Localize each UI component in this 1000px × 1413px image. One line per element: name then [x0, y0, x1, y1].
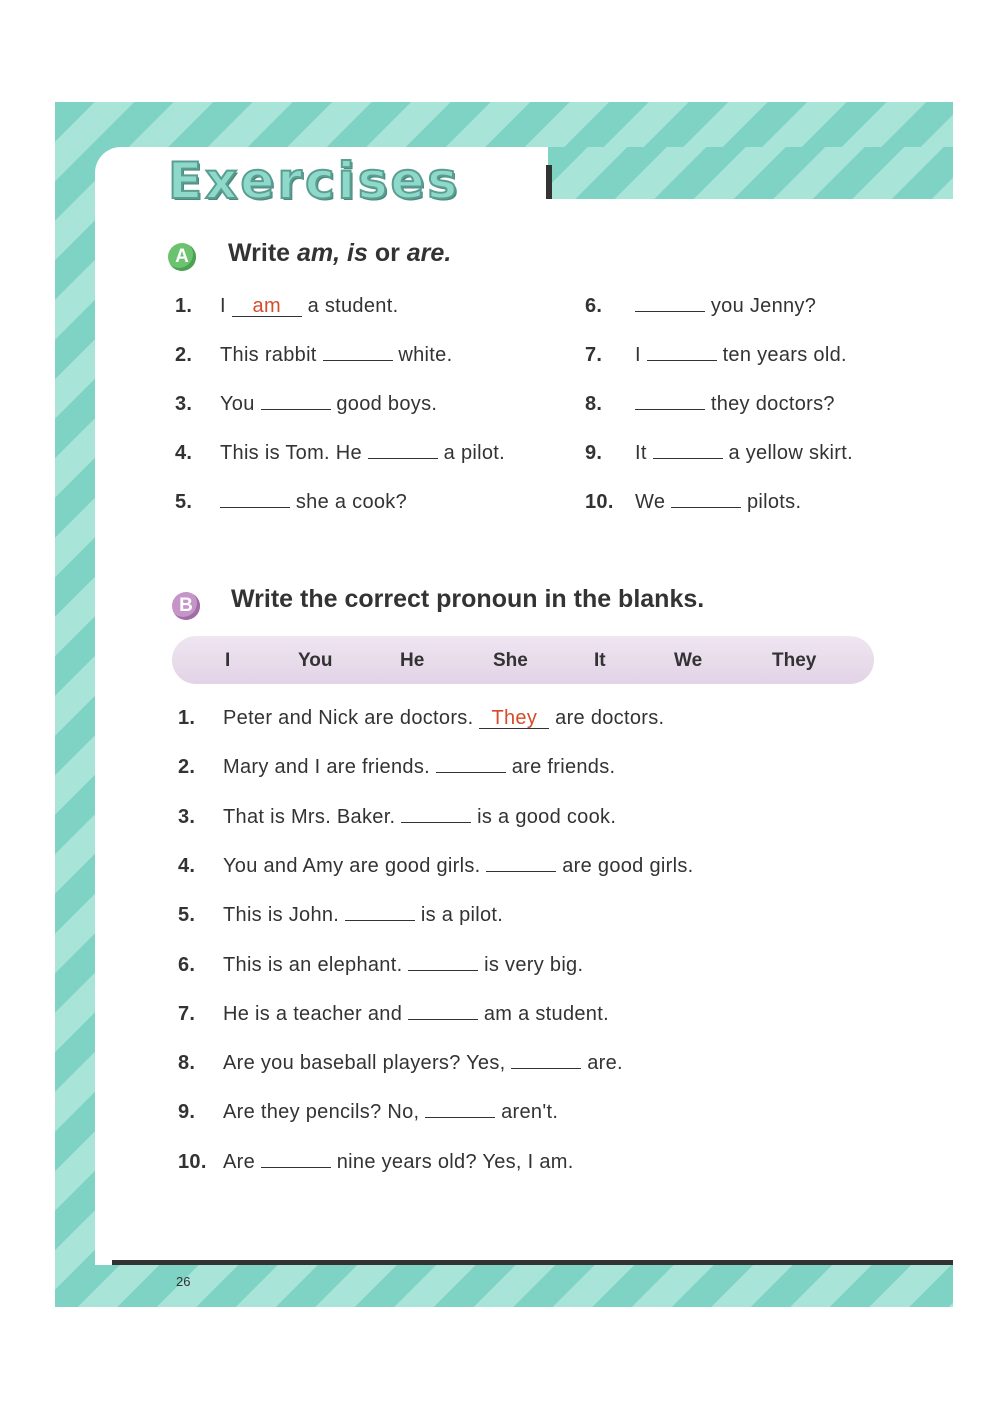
- item-number: 8.: [178, 1052, 196, 1075]
- answer-blank[interactable]: [261, 393, 331, 410]
- exercise-item: [175, 295, 398, 318]
- item-text-before: I: [220, 295, 226, 317]
- exercise-item: [178, 904, 503, 927]
- item-text-before: This is Tom. He: [220, 442, 362, 464]
- item-text-before: Are they pencils? No,: [223, 1101, 420, 1124]
- pronoun-it: It: [594, 650, 606, 671]
- answer-blank[interactable]: [345, 904, 415, 921]
- exercise-item: [175, 393, 437, 416]
- item-text-before: I: [635, 344, 641, 366]
- item-text-after: she a cook?: [295, 491, 408, 513]
- exercise-item: [178, 1052, 623, 1075]
- answer-blank[interactable]: [511, 1052, 581, 1069]
- item-text-after: are friends.: [511, 756, 616, 779]
- exercise-item: [175, 491, 407, 514]
- item-number: 7.: [585, 344, 603, 366]
- answer-blank[interactable]: [323, 344, 393, 361]
- item-text-before: You and Amy are good girls.: [223, 854, 481, 877]
- section-a-badge: A: [168, 243, 196, 271]
- answer-blank[interactable]: [220, 491, 290, 508]
- item-number: 2.: [178, 756, 196, 779]
- answer-blank[interactable]: [261, 1151, 331, 1168]
- answer-blank[interactable]: [635, 295, 705, 312]
- item-text-before: This is an elephant.: [223, 953, 403, 976]
- item-text-before: This rabbit: [220, 344, 317, 366]
- item-text-before: That is Mrs. Baker.: [223, 805, 396, 828]
- exercise-item: [178, 756, 615, 779]
- item-text-after: you Jenny?: [710, 295, 817, 317]
- item-number: 3.: [175, 393, 193, 415]
- item-text-before: Are: [223, 1150, 256, 1173]
- exercise-item: [178, 707, 664, 730]
- item-text-before: Are you baseball players? Yes,: [223, 1052, 506, 1075]
- answer-blank[interactable]: They: [479, 708, 549, 729]
- answer-blank[interactable]: [671, 491, 741, 508]
- answer-blank[interactable]: [635, 393, 705, 410]
- item-number: 8.: [585, 393, 603, 415]
- item-number: 9.: [585, 442, 603, 464]
- page-number: 26: [176, 1274, 191, 1289]
- item-text-after: am a student.: [483, 1002, 609, 1025]
- pronoun-you: You: [298, 650, 333, 671]
- exercise-item: [175, 344, 452, 367]
- item-number: 6.: [178, 953, 196, 976]
- item-number: 4.: [175, 442, 193, 464]
- pronoun-we: We: [674, 650, 703, 671]
- exercise-item: [178, 855, 694, 878]
- answer-blank[interactable]: am: [232, 296, 302, 317]
- answer-blank[interactable]: [425, 1101, 495, 1118]
- page-title: Exercises: [168, 152, 461, 210]
- exercise-item: [178, 954, 583, 977]
- answer-blank[interactable]: [486, 855, 556, 872]
- item-number: 4.: [178, 854, 196, 877]
- bottom-rule: [112, 1260, 953, 1265]
- item-text-after: nine years old? Yes, I am.: [336, 1150, 574, 1173]
- item-text-before: He is a teacher and: [223, 1002, 403, 1025]
- item-number: 3.: [178, 805, 196, 828]
- item-text-after: aren't.: [501, 1101, 559, 1124]
- notch-edge: [546, 165, 552, 199]
- pronoun-she: She: [493, 650, 528, 671]
- item-number: 10.: [585, 491, 614, 513]
- item-text-after: are.: [587, 1052, 623, 1075]
- item-text-after: is a pilot.: [420, 904, 504, 927]
- item-number: 10.: [178, 1150, 207, 1173]
- item-text-before: Peter and Nick are doctors.: [223, 707, 474, 729]
- item-text-after: white.: [398, 344, 453, 366]
- answer-blank[interactable]: [653, 442, 723, 459]
- pronoun-he: He: [400, 650, 425, 671]
- card-notch-stripes: [548, 147, 953, 199]
- item-number: 1.: [175, 295, 193, 317]
- pronoun-they: They: [772, 650, 817, 671]
- item-number: 7.: [178, 1002, 196, 1025]
- item-text-before: We: [635, 491, 666, 513]
- section-a-heading: Write am, is or are.: [228, 239, 452, 267]
- item-number: 2.: [175, 344, 193, 366]
- item-text-after: is a good cook.: [477, 805, 617, 828]
- item-number: 5.: [178, 904, 196, 927]
- item-number: 6.: [585, 295, 603, 317]
- item-number: 5.: [175, 491, 193, 513]
- item-text-after: are doctors.: [555, 707, 665, 729]
- item-text-after: pilots.: [746, 491, 802, 513]
- exercise-item: [585, 344, 847, 367]
- exercise-item: [585, 393, 835, 416]
- item-text-before: Mary and I are friends.: [223, 756, 430, 779]
- item-number: 9.: [178, 1101, 196, 1124]
- section-b-badge: B: [172, 592, 200, 620]
- item-text-before: It: [635, 442, 647, 464]
- answer-blank[interactable]: [401, 806, 471, 823]
- item-text-after: a pilot.: [443, 442, 505, 464]
- exercise-item: [585, 442, 853, 465]
- exercise-item: [178, 1151, 574, 1174]
- item-text-after: are good girls.: [562, 854, 694, 877]
- item-text-before: You: [220, 393, 255, 415]
- exercise-item: [178, 806, 616, 829]
- item-number: 1.: [178, 707, 196, 729]
- answer-blank[interactable]: [408, 954, 478, 971]
- section-b-heading: Write the correct pronoun in the blanks.: [231, 585, 705, 613]
- item-text-after: a student.: [307, 295, 399, 317]
- answer-blank[interactable]: [368, 442, 438, 459]
- pronoun-i: I: [225, 650, 231, 671]
- exercise-item: [585, 295, 816, 318]
- item-text-before: This is John.: [223, 904, 340, 927]
- answer-blank[interactable]: [408, 1003, 478, 1020]
- exercise-item: [178, 1003, 609, 1026]
- exercise-item: [175, 442, 505, 465]
- answer-blank[interactable]: [647, 344, 717, 361]
- item-text-after: ten years old.: [722, 344, 847, 366]
- item-text-after: is very big.: [484, 953, 584, 976]
- exercise-item: [585, 491, 801, 514]
- answer-blank[interactable]: [436, 756, 506, 773]
- item-text-after: a yellow skirt.: [728, 442, 853, 464]
- item-text-after: they doctors?: [710, 393, 835, 415]
- item-text-after: good boys.: [336, 393, 438, 415]
- exercise-item: [178, 1101, 558, 1124]
